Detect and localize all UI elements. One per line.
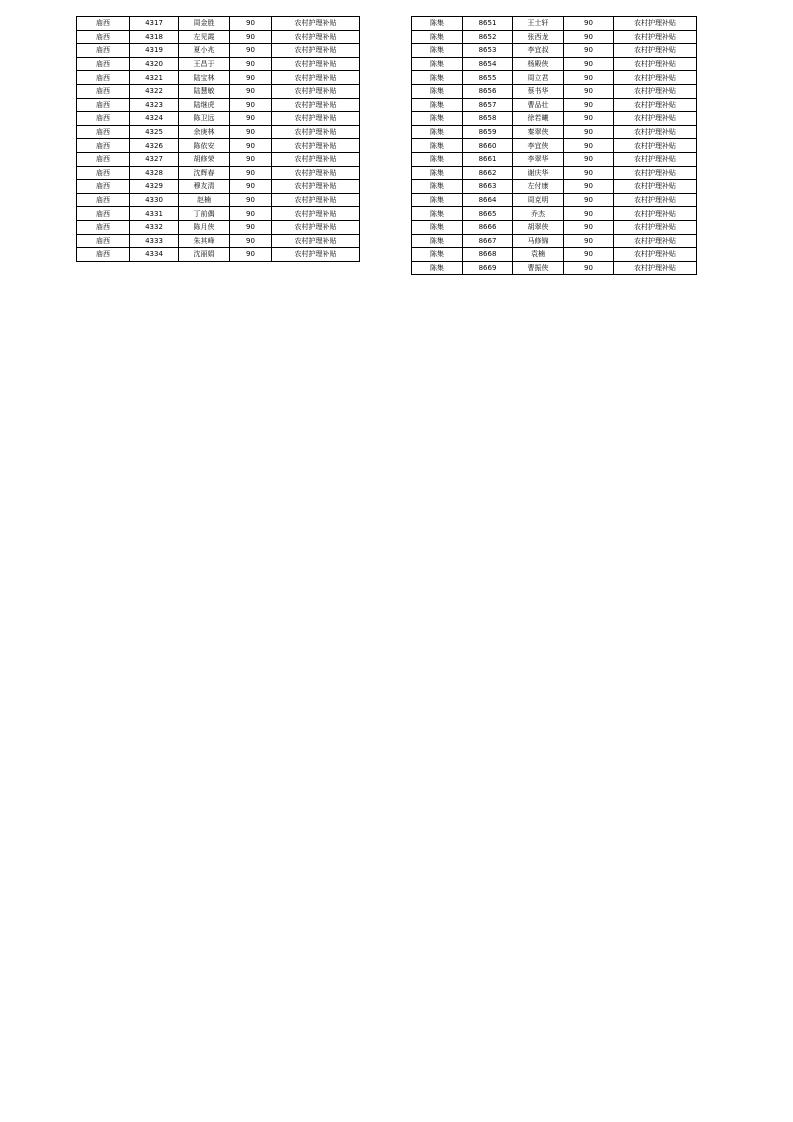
village-cell: 庙西 (77, 84, 130, 98)
table-row (412, 248, 697, 262)
table-row (412, 166, 697, 180)
village-cell: 庙西 (77, 98, 130, 112)
village-cell: 陈集 (412, 248, 463, 262)
id-number-cell: 4320 (130, 57, 179, 71)
id-number-cell: 4326 (130, 139, 179, 153)
subsidy-type-cell: 农村护理补贴 (614, 207, 697, 221)
table-row (77, 166, 360, 180)
table-row (412, 125, 697, 139)
amount-cell: 90 (230, 57, 272, 71)
village-cell: 庙西 (77, 44, 130, 58)
name-cell: 周立君 (513, 71, 564, 85)
name-cell: 乔杰 (513, 207, 564, 221)
amount-cell: 90 (564, 193, 614, 207)
id-number-cell: 8659 (463, 125, 513, 139)
table-row (77, 193, 360, 207)
amount-cell: 90 (230, 180, 272, 194)
village-cell: 庙西 (77, 180, 130, 194)
table-row (412, 57, 697, 71)
subsidy-type-cell: 农村护理补贴 (614, 57, 697, 71)
amount-cell: 90 (230, 207, 272, 221)
village-cell: 陈集 (412, 261, 463, 275)
subsidy-type-cell: 农村护理补贴 (272, 248, 360, 262)
id-number-cell: 4323 (130, 98, 179, 112)
table-row (412, 44, 697, 58)
subsidy-type-cell: 农村护理补贴 (272, 166, 360, 180)
subsidy-type-cell: 农村护理补贴 (614, 193, 697, 207)
table-row (412, 234, 697, 248)
table-row (412, 84, 697, 98)
village-cell: 庙西 (77, 112, 130, 126)
subsidy-type-cell: 农村护理补贴 (272, 234, 360, 248)
id-number-cell: 4319 (130, 44, 179, 58)
village-cell: 陈集 (412, 220, 463, 234)
table-row (77, 98, 360, 112)
amount-cell: 90 (564, 248, 614, 262)
left-table-body (77, 17, 360, 262)
village-cell: 陈集 (412, 98, 463, 112)
name-cell: 夏小兆 (179, 44, 230, 58)
amount-cell: 90 (564, 125, 614, 139)
table-row (412, 180, 697, 194)
name-cell: 秦翠侠 (513, 125, 564, 139)
subsidy-type-cell: 农村护理补贴 (614, 234, 697, 248)
id-number-cell: 8652 (463, 30, 513, 44)
amount-cell: 90 (564, 139, 614, 153)
subsidy-type-cell: 农村护理补贴 (272, 152, 360, 166)
subsidy-type-cell: 农村护理补贴 (614, 71, 697, 85)
village-cell: 庙西 (77, 234, 130, 248)
id-number-cell: 4328 (130, 166, 179, 180)
amount-cell: 90 (564, 30, 614, 44)
village-cell: 陈集 (412, 180, 463, 194)
id-number-cell: 8663 (463, 180, 513, 194)
id-number-cell: 4331 (130, 207, 179, 221)
amount-cell: 90 (230, 112, 272, 126)
village-cell: 陈集 (412, 139, 463, 153)
amount-cell: 90 (564, 98, 614, 112)
village-cell: 庙西 (77, 125, 130, 139)
table-row (77, 207, 360, 221)
subsidy-type-cell: 农村护理补贴 (614, 98, 697, 112)
id-number-cell: 8651 (463, 17, 513, 31)
name-cell: 朱其峰 (179, 234, 230, 248)
village-cell: 庙西 (77, 248, 130, 262)
id-number-cell: 4332 (130, 220, 179, 234)
table-row (77, 139, 360, 153)
id-number-cell: 4318 (130, 30, 179, 44)
name-cell: 王昌于 (179, 57, 230, 71)
village-cell: 庙西 (77, 166, 130, 180)
amount-cell: 90 (564, 180, 614, 194)
table-row (77, 71, 360, 85)
table-row (77, 17, 360, 31)
name-cell: 胡修荣 (179, 152, 230, 166)
subsidy-type-cell: 农村护理补贴 (272, 139, 360, 153)
name-cell: 赵楠 (179, 193, 230, 207)
table-row (77, 44, 360, 58)
id-number-cell: 8660 (463, 139, 513, 153)
name-cell: 周金胜 (179, 17, 230, 31)
name-cell: 杨殿侠 (513, 57, 564, 71)
subsidy-type-cell: 农村护理补贴 (614, 248, 697, 262)
id-number-cell: 8658 (463, 112, 513, 126)
subsidy-type-cell: 农村护理补贴 (272, 44, 360, 58)
village-cell: 陈集 (412, 30, 463, 44)
subsidy-type-cell: 农村护理补贴 (614, 261, 697, 275)
id-number-cell: 8653 (463, 44, 513, 58)
table-row (412, 220, 697, 234)
name-cell: 沈丽娟 (179, 248, 230, 262)
subsidy-type-cell: 农村护理补贴 (272, 84, 360, 98)
id-number-cell: 4330 (130, 193, 179, 207)
right-roster-table (411, 16, 697, 275)
id-number-cell: 4329 (130, 180, 179, 194)
table-row (412, 193, 697, 207)
table-row (77, 84, 360, 98)
subsidy-type-cell: 农村护理补贴 (614, 152, 697, 166)
subsidy-type-cell: 农村护理补贴 (272, 193, 360, 207)
amount-cell: 90 (230, 152, 272, 166)
subsidy-type-cell: 农村护理补贴 (614, 84, 697, 98)
table-row (77, 125, 360, 139)
id-number-cell: 4321 (130, 71, 179, 85)
table-row (412, 152, 697, 166)
subsidy-type-cell: 农村护理补贴 (272, 112, 360, 126)
id-number-cell: 8668 (463, 248, 513, 262)
amount-cell: 90 (564, 220, 614, 234)
amount-cell: 90 (230, 44, 272, 58)
table-row (412, 17, 697, 31)
id-number-cell: 8657 (463, 98, 513, 112)
subsidy-type-cell: 农村护理补贴 (614, 125, 697, 139)
subsidy-type-cell: 农村护理补贴 (272, 17, 360, 31)
village-cell: 庙西 (77, 207, 130, 221)
name-cell: 曹品壮 (513, 98, 564, 112)
subsidy-type-cell: 农村护理补贴 (272, 207, 360, 221)
id-number-cell: 8666 (463, 220, 513, 234)
id-number-cell: 4325 (130, 125, 179, 139)
name-cell: 张西龙 (513, 30, 564, 44)
village-cell: 庙西 (77, 152, 130, 166)
id-number-cell: 8665 (463, 207, 513, 221)
subsidy-type-cell: 农村护理补贴 (272, 125, 360, 139)
id-number-cell: 4327 (130, 152, 179, 166)
subsidy-type-cell: 农村护理补贴 (272, 180, 360, 194)
name-cell: 王士轩 (513, 17, 564, 31)
subsidy-type-cell: 农村护理补贴 (614, 166, 697, 180)
name-cell: 左付康 (513, 180, 564, 194)
name-cell: 曹振侠 (513, 261, 564, 275)
name-cell: 李翠华 (513, 152, 564, 166)
village-cell: 陈集 (412, 112, 463, 126)
amount-cell: 90 (230, 84, 272, 98)
id-number-cell: 8662 (463, 166, 513, 180)
table-row (412, 30, 697, 44)
subsidy-type-cell: 农村护理补贴 (614, 139, 697, 153)
right-table-body (412, 17, 697, 275)
village-cell: 陈集 (412, 193, 463, 207)
subsidy-type-cell: 农村护理补贴 (272, 30, 360, 44)
name-cell: 左见霞 (179, 30, 230, 44)
subsidy-type-cell: 农村护理补贴 (614, 30, 697, 44)
amount-cell: 90 (230, 248, 272, 262)
id-number-cell: 8661 (463, 152, 513, 166)
name-cell: 陆继虎 (179, 98, 230, 112)
village-cell: 庙西 (77, 71, 130, 85)
village-cell: 庙西 (77, 220, 130, 234)
subsidy-type-cell: 农村护理补贴 (614, 220, 697, 234)
amount-cell: 90 (564, 234, 614, 248)
table-row (412, 98, 697, 112)
subsidy-type-cell: 农村护理补贴 (272, 71, 360, 85)
village-cell: 陈集 (412, 44, 463, 58)
id-number-cell: 8664 (463, 193, 513, 207)
amount-cell: 90 (564, 17, 614, 31)
id-number-cell: 4324 (130, 112, 179, 126)
id-number-cell: 8669 (463, 261, 513, 275)
village-cell: 陈集 (412, 234, 463, 248)
subsidy-type-cell: 农村护理补贴 (614, 44, 697, 58)
name-cell: 蔡书华 (513, 84, 564, 98)
name-cell: 陆慧敏 (179, 84, 230, 98)
name-cell: 陈依安 (179, 139, 230, 153)
id-number-cell: 8667 (463, 234, 513, 248)
name-cell: 李宜叔 (513, 44, 564, 58)
subsidy-type-cell: 农村护理补贴 (614, 17, 697, 31)
table-row (412, 207, 697, 221)
name-cell: 胡翠侠 (513, 220, 564, 234)
amount-cell: 90 (564, 57, 614, 71)
table-row (77, 220, 360, 234)
table-row (77, 30, 360, 44)
amount-cell: 90 (564, 261, 614, 275)
amount-cell: 90 (230, 125, 272, 139)
id-number-cell: 8656 (463, 84, 513, 98)
table-row (412, 71, 697, 85)
table-row (77, 248, 360, 262)
amount-cell: 90 (564, 84, 614, 98)
village-cell: 庙西 (77, 30, 130, 44)
table-row (77, 57, 360, 71)
id-number-cell: 4317 (130, 17, 179, 31)
amount-cell: 90 (564, 166, 614, 180)
left-roster-table (76, 16, 360, 262)
table-row (77, 180, 360, 194)
table-row (412, 112, 697, 126)
village-cell: 陈集 (412, 57, 463, 71)
name-cell: 陈月侠 (179, 220, 230, 234)
table-row (412, 261, 697, 275)
subsidy-type-cell: 农村护理补贴 (272, 220, 360, 234)
amount-cell: 90 (230, 17, 272, 31)
village-cell: 陈集 (412, 152, 463, 166)
subsidy-type-cell: 农村护理补贴 (272, 98, 360, 112)
amount-cell: 90 (230, 220, 272, 234)
subsidy-type-cell: 农村护理补贴 (272, 57, 360, 71)
amount-cell: 90 (230, 71, 272, 85)
village-cell: 陈集 (412, 125, 463, 139)
village-cell: 庙西 (77, 193, 130, 207)
name-cell: 李宜侠 (513, 139, 564, 153)
village-cell: 庙西 (77, 17, 130, 31)
name-cell: 陆宝林 (179, 71, 230, 85)
name-cell: 袁楠 (513, 248, 564, 262)
subsidy-type-cell: 农村护理补贴 (614, 112, 697, 126)
subsidy-type-cell: 农村护理补贴 (614, 180, 697, 194)
amount-cell: 90 (230, 193, 272, 207)
amount-cell: 90 (564, 207, 614, 221)
table-row (412, 139, 697, 153)
amount-cell: 90 (564, 112, 614, 126)
table-row (77, 152, 360, 166)
village-cell: 陈集 (412, 166, 463, 180)
village-cell: 庙西 (77, 57, 130, 71)
id-number-cell: 4334 (130, 248, 179, 262)
table-row (77, 112, 360, 126)
village-cell: 庙西 (77, 139, 130, 153)
name-cell: 马修锦 (513, 234, 564, 248)
amount-cell: 90 (230, 98, 272, 112)
id-number-cell: 8655 (463, 71, 513, 85)
village-cell: 陈集 (412, 84, 463, 98)
name-cell: 丁前偶 (179, 207, 230, 221)
amount-cell: 90 (564, 44, 614, 58)
name-cell: 穆友清 (179, 180, 230, 194)
name-cell: 余庚林 (179, 125, 230, 139)
village-cell: 陈集 (412, 71, 463, 85)
amount-cell: 90 (564, 152, 614, 166)
name-cell: 谢庆华 (513, 166, 564, 180)
amount-cell: 90 (230, 166, 272, 180)
name-cell: 徐若曦 (513, 112, 564, 126)
id-number-cell: 8654 (463, 57, 513, 71)
amount-cell: 90 (230, 234, 272, 248)
amount-cell: 90 (230, 139, 272, 153)
name-cell: 周克明 (513, 193, 564, 207)
amount-cell: 90 (564, 71, 614, 85)
name-cell: 沈辉春 (179, 166, 230, 180)
name-cell: 陈卫远 (179, 112, 230, 126)
amount-cell: 90 (230, 30, 272, 44)
id-number-cell: 4333 (130, 234, 179, 248)
village-cell: 陈集 (412, 17, 463, 31)
table-row (77, 234, 360, 248)
id-number-cell: 4322 (130, 84, 179, 98)
village-cell: 陈集 (412, 207, 463, 221)
